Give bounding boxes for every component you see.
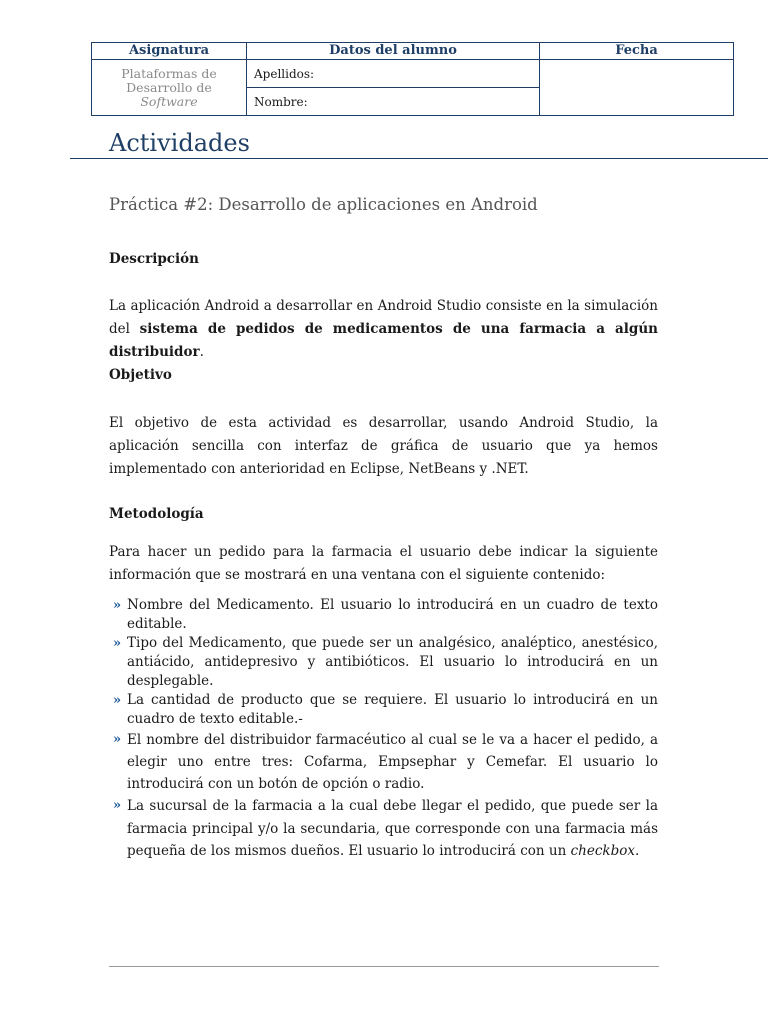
objetivo-heading: Objetivo	[109, 367, 172, 383]
section-title: Actividades	[109, 129, 250, 157]
list-item	[109, 634, 658, 691]
bullet-marker: »	[113, 798, 122, 813]
subject-name	[92, 60, 247, 116]
list-item	[109, 795, 658, 863]
descripcion-text: La aplicación Android a desarrollar en Android Studio consiste en la simulación del	[109, 298, 658, 337]
list-item-text: El nombre del distribuidor farmacéutico al cual se le va a hacer el pedido, a elegir uno entre tres: Cofarma, Empsephar y Cemefar. El usuario lo introducirá con un botón de opción o radio.	[127, 732, 658, 792]
subject-line-2: Desarrollo de	[126, 79, 212, 95]
list-item-text: Tipo del Medicamento, que puede ser un analgésico, analéptico, anestésico, antiácido, antidepresivo y antibióticos. El usuario lo introducirá en un desplegable.	[127, 635, 658, 689]
objetivo-paragraph: El objetivo de esta actividad es desarrollar, usando Android Studio, la aplicación sencilla con interfaz de gráfica de usuario que ya hemos implementado con anterioridad en Eclipse, NetBeans y .NET.	[109, 415, 658, 477]
bullet-marker: »	[113, 636, 122, 651]
checkbox-term: checkbox	[570, 843, 635, 859]
date-field	[540, 60, 734, 116]
subject-line-1: Plataformas de	[121, 65, 217, 81]
surname-field: Apellidos:	[247, 60, 540, 88]
title-divider	[70, 158, 768, 159]
practice-title: Práctica #2: Desarrollo de aplicaciones en Android	[109, 195, 538, 214]
descripcion-bold-text: sistema de pedidos de medicamentos de una farmacia a algún distribuidor	[109, 321, 659, 360]
list-item-text: Nombre del Medicamento. El usuario lo introducirá en un cuadro de texto editable.	[127, 597, 658, 632]
descripcion-heading: Descripción	[109, 251, 199, 267]
bullet-marker: »	[113, 598, 122, 613]
metodologia-intro: Para hacer un pedido para la farmacia el usuario debe indicar la siguiente información que se mostrará en una ventana con el siguiente contenido:	[109, 544, 658, 583]
list-item-text: La sucursal de la farmacia a la cual debe llegar el pedido, que puede ser la farmacia principal y/o la secundaria, que corresponde con una farmacia más pequeña de los mismos dueños. El usuario lo introducirá con un	[127, 798, 658, 859]
bullet-marker: »	[113, 693, 122, 708]
name-field: Nombre:	[247, 88, 540, 116]
metodologia-heading: Metodología	[109, 506, 204, 522]
subject-line-3: Software	[140, 93, 198, 109]
header-table	[91, 42, 734, 116]
descripcion-paragraph	[109, 295, 658, 364]
list-item-end: .	[634, 843, 640, 859]
descripcion-end: .	[199, 344, 204, 360]
header-date-label: Fecha	[540, 43, 734, 60]
list-item-text: La cantidad de producto que se requiere. El usuario lo introducirá en un cuadro de texto editable.-	[127, 692, 658, 727]
list-item	[109, 691, 658, 729]
footer-divider	[109, 966, 659, 967]
bullet-marker: »	[113, 732, 122, 747]
list-item	[109, 596, 658, 634]
header-student-label: Datos del alumno	[247, 43, 540, 60]
requirements-list	[109, 596, 658, 863]
header-subject-label: Asignatura	[92, 43, 247, 60]
list-item	[109, 729, 658, 795]
